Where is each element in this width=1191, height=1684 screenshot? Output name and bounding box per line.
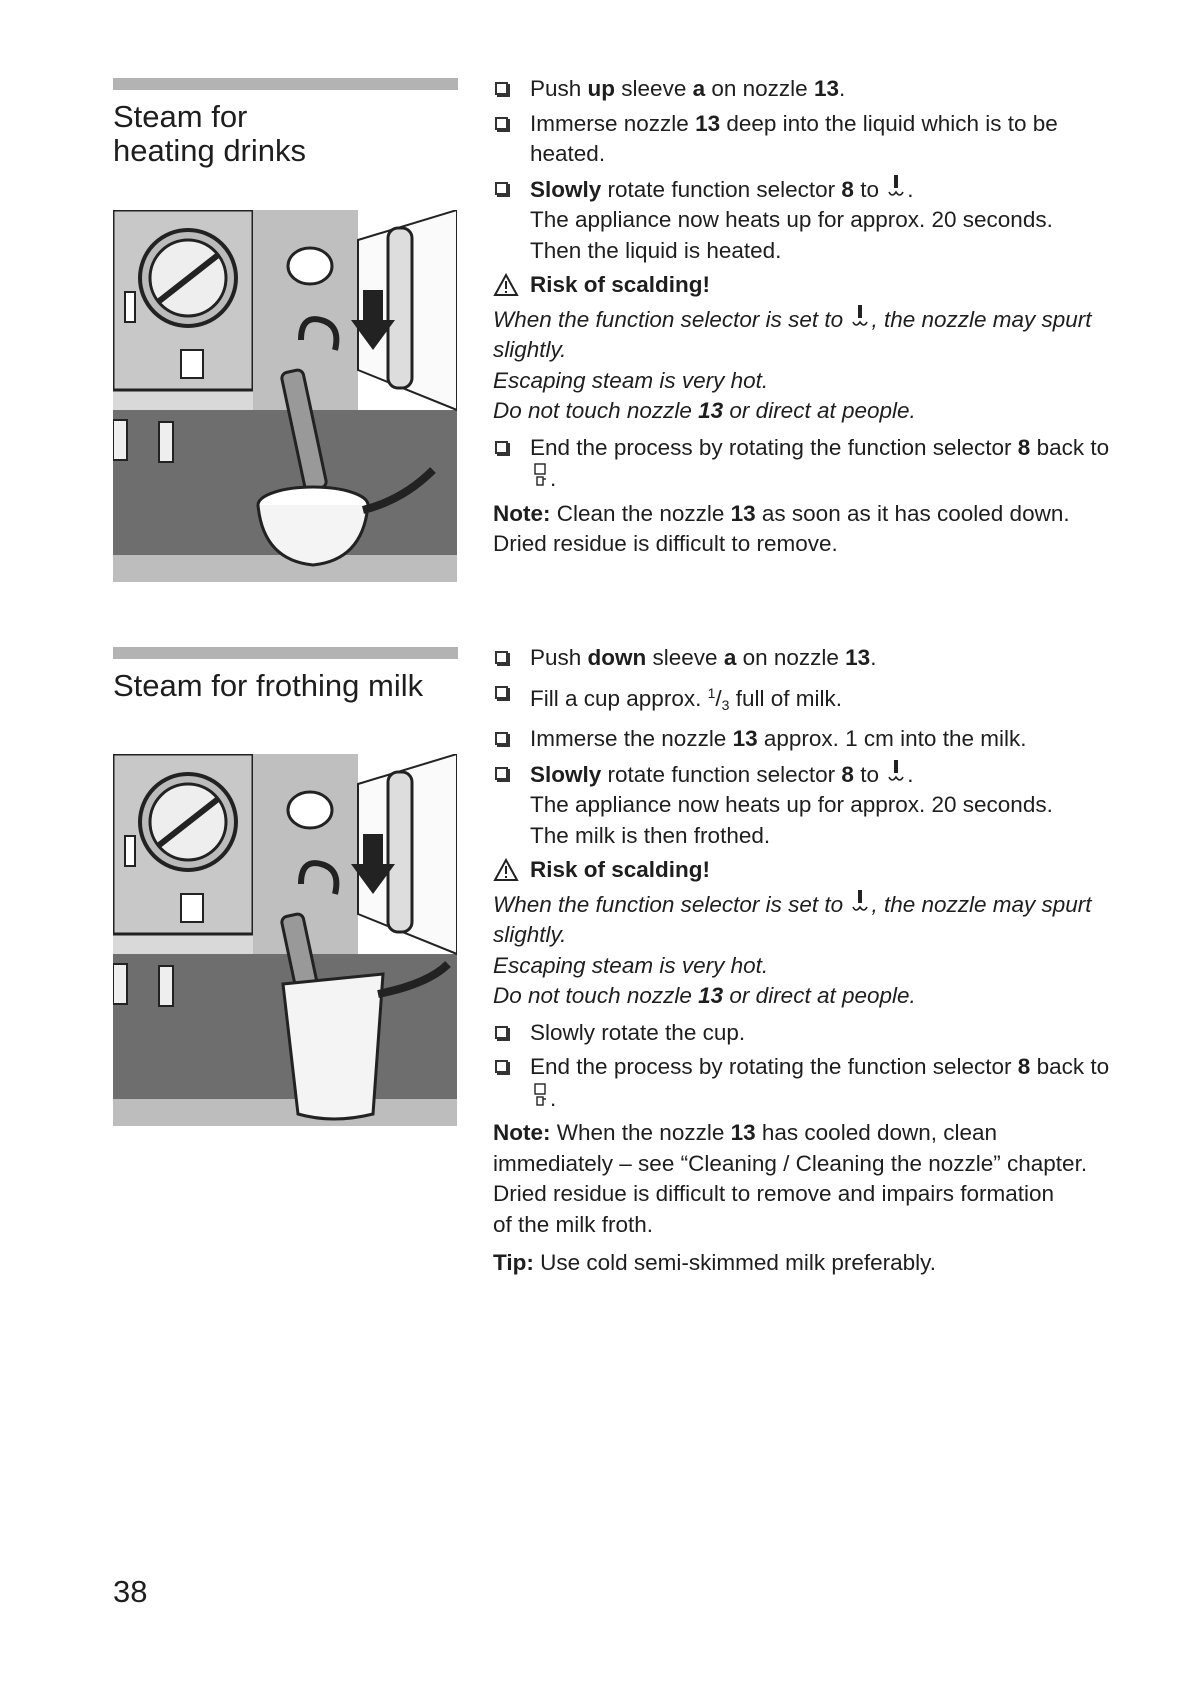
checkbox-icon [495,767,508,780]
text-bold: 8 [1017,1054,1031,1079]
warning-triangle-icon [493,858,519,882]
section-title [113,100,463,168]
text: immediately – see “Cleaning / Cleaning the nozzle” chapter. [493,1150,1088,1176]
text: of the milk froth. [493,1211,654,1237]
text: as soon as it has cooled down. [755,500,1070,526]
checkbox-icon [495,117,508,130]
cup-symbol-icon [532,463,548,489]
text: or direct at people. [723,398,916,423]
text-bold: 13 [730,1120,756,1145]
checkbox-icon [495,82,508,95]
warning-heading [493,270,1133,301]
steam-symbol-icon [851,304,869,330]
steam-symbol-icon [887,174,905,200]
text-bold: 13 [695,110,721,136]
text: . [907,176,914,202]
fraction-denominator: 3 [721,696,730,713]
note-label: Note: [493,500,551,526]
text: Slowly rotate the cup. [530,1019,746,1045]
tip [493,1248,1133,1279]
illustration-svg [113,754,457,1126]
tip-label: Tip: [493,1250,534,1275]
note [493,1118,1133,1240]
checkbox-icon [495,686,508,699]
step-immerse-nozzle [493,724,1133,755]
page-number: 38 [113,1574,148,1609]
text: When the nozzle [550,1120,731,1145]
text-bold: Slowly [530,176,602,202]
checkbox-icon [495,1026,508,1039]
text-bold: 13 [698,398,724,423]
warning-text [493,304,1133,427]
heading-rule [113,647,458,659]
text: Push [530,76,588,101]
text: . [870,645,877,670]
text: , the nozzle may spurt slightly. [493,306,1092,362]
step-fill-cup [493,678,1133,721]
text: Immerse nozzle [530,110,696,136]
text: . [550,1085,557,1111]
text: to [853,176,886,202]
text: End the process by rotating the function selector [530,1054,1018,1079]
text: to [853,761,886,787]
text: Push [530,645,588,670]
text: Then the liquid is heated. [530,237,782,263]
frothing-milk-illustration [113,754,457,1126]
text: When the function selector is set to [493,891,850,917]
text: . [838,76,846,101]
text: rotate function selector [601,176,842,202]
text: full of milk. [729,685,842,711]
note [493,499,1133,560]
text-bold: 8 [1017,434,1031,460]
step-rotate-selector [493,174,1133,267]
fraction: $^1/_3$ [707,684,730,713]
checkbox-icon [495,1060,508,1073]
text-bold: a [692,76,706,101]
fraction-numerator: 1 [707,684,716,701]
text: approx. 1 cm into the milk. [757,726,1027,751]
text-bold: down [587,645,647,670]
text: . [550,466,557,491]
frothing-milk-instructions [493,643,1133,1279]
text: Do not touch nozzle [493,398,699,423]
text: End the process by rotating the function selector [530,434,1018,460]
text: deep into the liquid which is to be heated. [530,110,1058,166]
text-bold: 13 [845,645,871,670]
checkbox-icon [495,732,508,745]
illustration-svg [113,210,457,582]
text: sleeve [615,76,693,101]
text: rotate function selector [601,761,842,787]
step-end-process [493,1052,1133,1114]
step-push-down-sleeve [493,643,1133,674]
text: or direct at people. [723,983,916,1008]
text: on nozzle [736,645,846,670]
text: The milk is then frothed. [530,822,771,848]
text: back to [1030,434,1110,460]
text: Escaping steam is very hot. [493,367,769,393]
text: When the function selector is set to [493,306,850,332]
text: Clean the nozzle [550,500,731,526]
warning-triangle-icon [493,273,519,297]
heating-drinks-illustration [113,210,457,582]
section-title [113,669,463,703]
text-bold: 8 [841,761,854,787]
text: sleeve [646,645,724,670]
checkbox-icon [495,651,508,664]
steam-symbol-icon [887,759,905,785]
text: Dried residue is difficult to remove. [493,531,838,556]
step-push-up-sleeve [493,74,1133,105]
text-bold: 13 [698,983,724,1008]
text-bold: 13 [730,500,756,526]
title-line-2: heating drinks [113,133,307,168]
warning-heading [493,855,1133,886]
text: has cooled down, clean [755,1120,998,1145]
step-immerse-nozzle [493,109,1133,170]
cup-symbol-icon [532,1083,548,1109]
step-rotate-selector [493,759,1133,852]
text-bold: 13 [813,76,839,101]
text: Fill a cup approx. [530,685,708,711]
note-label: Note: [493,1120,551,1145]
warning-title: Risk of scalding! [530,857,711,882]
text-bold: up [587,76,616,101]
heading-rule [113,78,458,90]
text: Immerse the nozzle [530,726,733,751]
title-text: Steam for frothing milk [113,668,424,703]
text: Dried residue is difficult to remove and impairs formation [493,1181,1055,1206]
text: on nozzle [705,76,814,101]
text: Do not touch nozzle [493,983,699,1008]
steam-symbol-icon [851,889,869,915]
checkbox-icon [495,182,508,195]
warning-text [493,889,1133,1012]
title-line-1: Steam for [113,99,248,134]
text-bold: 13 [732,726,758,751]
text: Escaping steam is very hot. [493,952,769,978]
heating-drinks-instructions [493,74,1133,560]
text-bold: a [723,645,737,670]
text: . [907,761,914,787]
text: back to [1030,1054,1110,1079]
step-rotate-cup [493,1018,1133,1049]
text: The appliance now heats up for approx. 20 seconds. [530,792,1053,817]
checkbox-icon [495,441,508,454]
text: The appliance now heats up for approx. 20 seconds. [530,207,1053,232]
text-bold: 8 [841,176,854,202]
text: Use cold semi-skimmed milk preferably. [533,1250,937,1275]
text-bold: Slowly [530,761,602,787]
text: , the nozzle may spurt slightly. [493,891,1092,947]
warning-title: Risk of scalding! [530,272,711,297]
step-end-process [493,433,1133,495]
